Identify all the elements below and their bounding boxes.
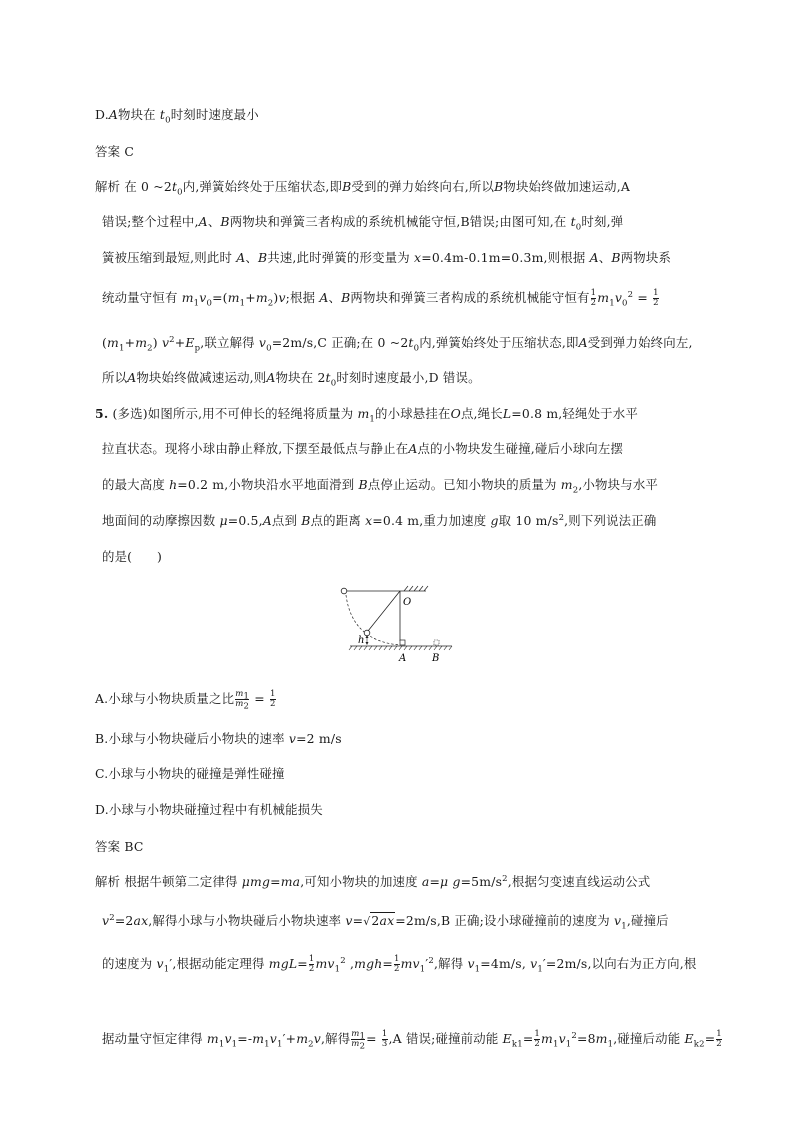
- ball-after: [364, 630, 370, 636]
- label-b: B: [432, 653, 440, 664]
- block-b: [434, 640, 439, 645]
- prev-explanation-line-3: 簧被压缩到最短,则此时 A、B共速,此时弹簧的形变量为 x=0.4m-0.1m=0.3m,则根据 A、B两物块系: [102, 250, 672, 265]
- prev-explanation-line-6: 所以A物块始终做减速运动,则A物块在 $2t_0$时刻时速度最小,D 错误。: [102, 370, 481, 389]
- label-a: A: [399, 653, 407, 664]
- q5-explanation-line-3: 的速度为 $v_1'$,根据动能定理得 mgL= $\frac{1}{2}$ $mv_1^2$ ,mgh= $\frac{1}{2}$ $mv_1'^2$,解得 $v_1=4m/s$, $v_1'=2m/s$,以向右为正方向,根: [102, 954, 697, 975]
- prev-explanation-line-1: 解析 在 0 $\sim 2t_0$内,弹簧始终处于压缩状态,即B受到的弹力始终向右,所以B物块始终做加速运动,A: [95, 179, 630, 198]
- q5-stem-line-5: 的是( ): [102, 549, 163, 564]
- q5-stem-line-2: 拉直状态。现将小球由静止释放,下摆至最低点与静止在A点的小物块发生碰撞,碰后小球向左摆: [102, 441, 624, 456]
- q5-option-c: C.小球与小物块的碰撞是弹性碰撞: [95, 766, 285, 781]
- prev-explanation-line-2: 错误;整个过程中,A、B两物块和弹簧三者构成的系统机械能守恒,B错误;由图可知,在 $t_0$时刻,弹: [102, 214, 624, 233]
- swing-arc: [346, 595, 400, 645]
- prev-explanation-line-4: 统动量守恒有 $m_1v_0=(m_1+m_2)v$;根据 A、B两物块和弹簧三者构成的系统机械能守恒有 $\frac{1}{2}$ $m_1v_0^2$ = $\frac{1}{2}$: [102, 288, 659, 309]
- block-a: [400, 640, 405, 645]
- q5-option-b: B.小球与小物块碰后小物块的速率 v=2 m/s: [95, 731, 342, 746]
- q5-stem-line-1: 5. (多选)如图所示,用不可伸长的轻绳将质量为 $m_1$的小球悬挂在O点,绳长L=0.8 m,轻绳处于水平: [95, 406, 638, 425]
- q5-explanation-line-4: 据动量守恒定律得 $m_1v_1=-m_1v_1'+m_2v$,解得 $\frac{m_1}{m_2}$ = $\frac{1}{3}$ ,A 错误;碰撞前动能 $E_{k1}=$ $\frac{1}{2}$ $m_1v_1^2=8m_1$,碰撞后动能 $E_{k2}=$ $\frac{1}{2}$: [102, 1029, 722, 1052]
- prev-answer: 答案 C: [95, 144, 135, 159]
- pendulum-figure: [338, 585, 458, 665]
- prev-explanation-line-5: $(m_1+m_2)$ $v^2+E_p$,联立解得 $v_0=2m/s,C$ 正确;在 0 $\sim 2t_0$内,弹簧始终处于压缩状态,即A受到弹力始终向左,: [102, 334, 693, 354]
- q5-explanation-line-2: $v^2=2ax$,解得小球与小物块碰后小物块速率 v=√2ax=2m/s,B 正确;设小球碰撞前的速度为 $v_1$,碰撞后: [102, 912, 669, 932]
- prev-option-d: D.A物块在 $t_0$时刻时速度最小: [95, 107, 259, 126]
- label-h: h: [358, 635, 365, 646]
- q5-explanation-line-1: 解析 根据牛顿第二定律得 μmg=ma,可知小物块的加速度 a=μ $g=5m/s^2$,根据匀变速直线运动公式: [95, 873, 651, 889]
- q5-option-a: A.小球与小物块质量之比 $\frac{m_1}{m_2}$ = $\frac{1}{2}$: [95, 689, 276, 712]
- ball-initial: [341, 588, 347, 594]
- q5-stem-line-4: 地面间的动摩擦因数 μ=0.5,A点到 B点的距离 x=0.4 m,重力加速度 g取 10 $m/s^2$,则下列说法正确: [102, 512, 657, 528]
- label-o: O: [403, 597, 412, 608]
- q5-option-d: D.小球与小物块碰撞过程中有机械能损失: [95, 802, 323, 817]
- q5-stem-line-3: 的最大高度 h=0.2 m,小物块沿水平地面滑到 B点停止运动。已知小物块的质量为 $m_2$,小物块与水平: [102, 477, 659, 496]
- q5-answer: 答案 BC: [95, 839, 144, 854]
